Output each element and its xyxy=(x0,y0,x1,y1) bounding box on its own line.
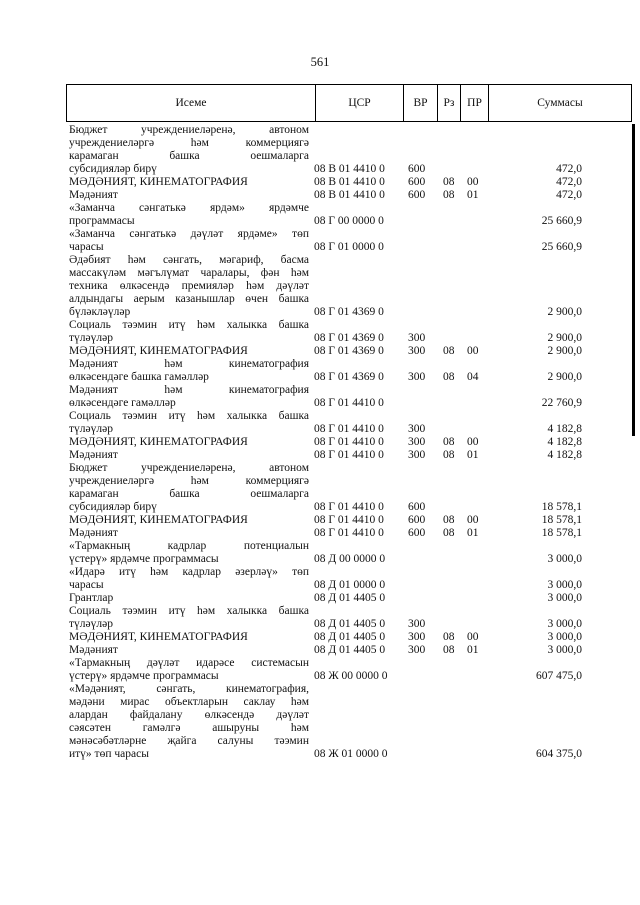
row-name xyxy=(69,527,309,540)
row-sum: 22 760,9 xyxy=(541,397,582,409)
row-name-line: «Идарә итү һәм кадрлар әзерләү» төп xyxy=(69,566,309,578)
table-row xyxy=(0,566,640,592)
row-rz: 08 xyxy=(443,345,455,357)
row-vr: 600 xyxy=(408,501,426,513)
table-row xyxy=(0,124,640,176)
row-name-line: итү» төп чарасы xyxy=(69,748,149,760)
row-name xyxy=(69,566,309,592)
row-name-line: өлкәсендәге башка гамәлләр xyxy=(69,371,209,383)
row-name-line: түләүләр xyxy=(69,423,113,435)
row-csr: 08 Г 01 4369 0 xyxy=(314,371,384,383)
row-csr: 08 В 01 4410 0 xyxy=(314,163,385,175)
row-name-line: үстерү» ярдәмче программасы xyxy=(69,553,219,565)
table-row xyxy=(0,176,640,189)
row-name-line: Мәдәният xyxy=(69,644,118,656)
row-name-line: үстерү» ярдәмче программасы xyxy=(69,670,219,682)
row-name xyxy=(69,449,309,462)
row-name-line: массакүләм мәгълүмат чаралары, фән һәм xyxy=(69,267,309,279)
row-pr: 00 xyxy=(467,345,479,357)
table-row xyxy=(0,228,640,254)
row-pr: 01 xyxy=(467,189,479,201)
row-name xyxy=(69,254,309,319)
row-vr: 600 xyxy=(408,189,426,201)
row-name xyxy=(69,540,309,566)
row-rz: 08 xyxy=(443,644,455,656)
row-vr: 300 xyxy=(408,644,426,656)
row-csr: 08 Г 01 0000 0 xyxy=(314,241,384,253)
table-row xyxy=(0,592,640,605)
row-name-line: МӘДӘНИЯТ, КИНЕМАТОГРАФИЯ xyxy=(69,345,248,357)
row-csr: 08 Г 00 0000 0 xyxy=(314,215,384,227)
row-name xyxy=(69,644,309,657)
row-sum: 25 660,9 xyxy=(541,215,582,227)
row-name-line: субсидияләр бирү xyxy=(69,163,157,175)
row-vr: 300 xyxy=(408,332,426,344)
page-number: 561 xyxy=(310,55,330,69)
row-sum: 2 900,0 xyxy=(547,345,582,357)
row-name xyxy=(69,202,309,228)
row-name-line: техника өлкәсендә премияләр һәм дәүләт xyxy=(69,280,309,292)
row-vr: 300 xyxy=(408,618,426,630)
row-pr: 00 xyxy=(467,436,479,448)
row-name-line: алдындагы аерым казанышлар өчен башка xyxy=(69,293,309,305)
table-body xyxy=(0,124,640,761)
row-name-line: чарасы xyxy=(69,241,104,253)
row-rz: 08 xyxy=(443,189,455,201)
row-name-line: Бюджет учреждениеләренә, автоном xyxy=(69,462,309,474)
row-name-line: Мәдәният һәм кинематография xyxy=(69,358,309,370)
table-row xyxy=(0,657,640,683)
row-name xyxy=(69,189,309,202)
table-row xyxy=(0,683,640,761)
row-sum: 3 000,0 xyxy=(547,592,582,604)
row-name-line: карамаган башка оешмаларга xyxy=(69,150,309,162)
table-row xyxy=(0,358,640,384)
row-csr: 08 Г 01 4369 0 xyxy=(314,345,384,357)
row-name-line: «Тармакның дәүләт идарәсе системасын xyxy=(69,657,309,669)
table-row xyxy=(0,462,640,514)
row-csr: 08 Д 01 0000 0 xyxy=(314,579,386,591)
row-name-line: Мәдәният xyxy=(69,449,118,461)
row-name-line: сәясәтен гамәлгә ашыруны һәм xyxy=(69,722,309,734)
row-sum: 604 375,0 xyxy=(536,748,582,760)
row-csr: 08 Г 01 4410 0 xyxy=(314,423,384,435)
table-row xyxy=(0,631,640,644)
row-name-line: мәнәсәбәтләрне җайга салуны тәэмин xyxy=(69,735,309,747)
table-row xyxy=(0,436,640,449)
row-csr: 08 Д 00 0000 0 xyxy=(314,553,386,565)
row-name-line: Әдәбият һәм сәнгать, мәгариф, басма xyxy=(69,254,309,266)
row-csr: 08 Г 01 4410 0 xyxy=(314,397,384,409)
table-row xyxy=(0,202,640,228)
row-name-line: алардан файдалану өлкәсендә дәүләт xyxy=(69,709,309,721)
row-sum: 18 578,1 xyxy=(541,527,582,539)
row-name-line: Социаль тәэмин итү һәм халыкка башка xyxy=(69,605,309,617)
row-name xyxy=(69,605,309,631)
row-sum: 4 182,8 xyxy=(547,449,582,461)
row-name-line: МӘДӘНИЯТ, КИНЕМАТОГРАФИЯ xyxy=(69,631,248,643)
row-name-line: «Заманча сәнгатькә ярдәм» ярдәмче xyxy=(69,202,309,214)
row-name xyxy=(69,410,309,436)
row-sum: 25 660,9 xyxy=(541,241,582,253)
row-csr: 08 Д 01 4405 0 xyxy=(314,618,386,630)
row-name-line: мәдәни мирас объектларын саклау һәм xyxy=(69,696,309,708)
table-row xyxy=(0,384,640,410)
row-csr: 08 Г 01 4410 0 xyxy=(314,449,384,461)
row-pr: 00 xyxy=(467,176,479,188)
header-vr: ВР xyxy=(403,85,437,121)
row-sum: 3 000,0 xyxy=(547,618,582,630)
row-csr: 08 Ж 01 0000 0 xyxy=(314,748,388,760)
table-row xyxy=(0,189,640,202)
table-row xyxy=(0,527,640,540)
row-sum: 2 900,0 xyxy=(547,332,582,344)
row-name-line: «Заманча сәнгатькә дәүләт ярдәме» төп xyxy=(69,228,309,240)
row-sum: 607 475,0 xyxy=(536,670,582,682)
header-pr: ПР xyxy=(460,85,488,121)
row-sum: 3 000,0 xyxy=(547,579,582,591)
row-csr: 08 В 01 4410 0 xyxy=(314,176,385,188)
table-row xyxy=(0,644,640,657)
row-sum: 2 900,0 xyxy=(547,371,582,383)
row-sum: 18 578,1 xyxy=(541,501,582,513)
row-name-line: учреждениеләргә һәм коммерциягә xyxy=(69,137,309,149)
row-sum: 4 182,8 xyxy=(547,423,582,435)
header-csr: ЦСР xyxy=(315,85,403,121)
row-name xyxy=(69,514,309,527)
row-pr: 01 xyxy=(467,644,479,656)
row-vr: 600 xyxy=(408,527,426,539)
row-csr: 08 В 01 4410 0 xyxy=(314,189,385,201)
table-row xyxy=(0,540,640,566)
row-sum: 3 000,0 xyxy=(547,631,582,643)
row-rz: 08 xyxy=(443,449,455,461)
row-pr: 01 xyxy=(467,449,479,461)
row-pr: 01 xyxy=(467,527,479,539)
row-name xyxy=(69,631,309,644)
header-rz: Рз xyxy=(437,85,460,121)
row-name-line: учреждениеләргә һәм коммерциягә xyxy=(69,475,309,487)
row-name-line: бүләкләүләр xyxy=(69,306,131,318)
row-rz: 08 xyxy=(443,527,455,539)
row-name xyxy=(69,345,309,358)
row-name xyxy=(69,228,309,254)
row-name-line: Социаль тәэмин итү һәм халыкка башка xyxy=(69,319,309,331)
table-row xyxy=(0,514,640,527)
row-sum: 3 000,0 xyxy=(547,553,582,565)
row-rz: 08 xyxy=(443,371,455,383)
row-name-line: өлкәсендәге гамәлләр xyxy=(69,397,176,409)
row-pr: 00 xyxy=(467,631,479,643)
row-csr: 08 Г 01 4410 0 xyxy=(314,514,384,526)
row-name-line: чарасы xyxy=(69,579,104,591)
row-name-line: Мәдәният xyxy=(69,527,118,539)
row-vr: 300 xyxy=(408,631,426,643)
table-header xyxy=(66,84,632,122)
row-sum: 18 578,1 xyxy=(541,514,582,526)
row-name xyxy=(69,657,309,683)
row-csr: 08 Г 01 4410 0 xyxy=(314,501,384,513)
row-csr: 08 Д 01 4405 0 xyxy=(314,592,386,604)
row-sum: 472,0 xyxy=(556,189,582,201)
row-rz: 08 xyxy=(443,176,455,188)
row-vr: 300 xyxy=(408,423,426,435)
row-csr: 08 Ж 00 0000 0 xyxy=(314,670,388,682)
row-sum: 472,0 xyxy=(556,176,582,188)
row-name-line: Мәдәният xyxy=(69,189,118,201)
table-row xyxy=(0,449,640,462)
table-row xyxy=(0,605,640,631)
row-pr: 00 xyxy=(467,514,479,526)
row-name xyxy=(69,176,309,189)
row-sum: 2 900,0 xyxy=(547,306,582,318)
row-name xyxy=(69,462,309,514)
row-sum: 4 182,8 xyxy=(547,436,582,448)
row-name xyxy=(69,436,309,449)
table-row xyxy=(0,410,640,436)
row-name xyxy=(69,592,309,605)
row-name xyxy=(69,358,309,384)
row-rz: 08 xyxy=(443,436,455,448)
row-name-line: программасы xyxy=(69,215,135,227)
row-csr: 08 Г 01 4410 0 xyxy=(314,436,384,448)
row-name-line: карамаган башка оешмаларга xyxy=(69,488,309,500)
row-name-line: МӘДӘНИЯТ, КИНЕМАТОГРАФИЯ xyxy=(69,436,248,448)
row-vr: 300 xyxy=(408,371,426,383)
row-name xyxy=(69,319,309,345)
row-name-line: МӘДӘНИЯТ, КИНЕМАТОГРАФИЯ xyxy=(69,176,248,188)
row-sum: 472,0 xyxy=(556,163,582,175)
row-name-line: түләүләр xyxy=(69,618,113,630)
row-vr: 300 xyxy=(408,449,426,461)
row-name-line: Бюджет учреждениеләренә, автоном xyxy=(69,124,309,136)
header-name: Исеме xyxy=(175,96,207,109)
row-name-line: түләүләр xyxy=(69,332,113,344)
row-name-line: МӘДӘНИЯТ, КИНЕМАТОГРАФИЯ xyxy=(69,514,248,526)
table-row xyxy=(0,319,640,345)
row-name-line: Мәдәният һәм кинематография xyxy=(69,384,309,396)
row-csr: 08 Г 01 4369 0 xyxy=(314,306,384,318)
header-sum: Суммасы xyxy=(488,85,631,121)
row-vr: 300 xyxy=(408,345,426,357)
row-name-line: «Мәдәният, сәнгать, кинематография, xyxy=(69,683,309,695)
row-csr: 08 Г 01 4410 0 xyxy=(314,527,384,539)
row-name xyxy=(69,124,309,176)
row-name-line: «Тармакның кадрлар потенциалын xyxy=(69,540,309,552)
row-name xyxy=(69,384,309,410)
row-name-line: Социаль тәэмин итү һәм халыкка башка xyxy=(69,410,309,422)
row-vr: 600 xyxy=(408,163,426,175)
row-csr: 08 Д 01 4405 0 xyxy=(314,644,386,656)
row-csr: 08 Г 01 4369 0 xyxy=(314,332,384,344)
row-vr: 600 xyxy=(408,176,426,188)
row-sum: 3 000,0 xyxy=(547,644,582,656)
row-vr: 600 xyxy=(408,514,426,526)
row-name-line: Грантлар xyxy=(69,592,114,604)
row-csr: 08 Д 01 4405 0 xyxy=(314,631,386,643)
row-pr: 04 xyxy=(467,371,479,383)
row-rz: 08 xyxy=(443,514,455,526)
table-row xyxy=(0,345,640,358)
row-name-line: субсидияләр бирү xyxy=(69,501,157,513)
row-vr: 300 xyxy=(408,436,426,448)
row-name xyxy=(69,683,309,761)
row-rz: 08 xyxy=(443,631,455,643)
table-row xyxy=(0,254,640,319)
